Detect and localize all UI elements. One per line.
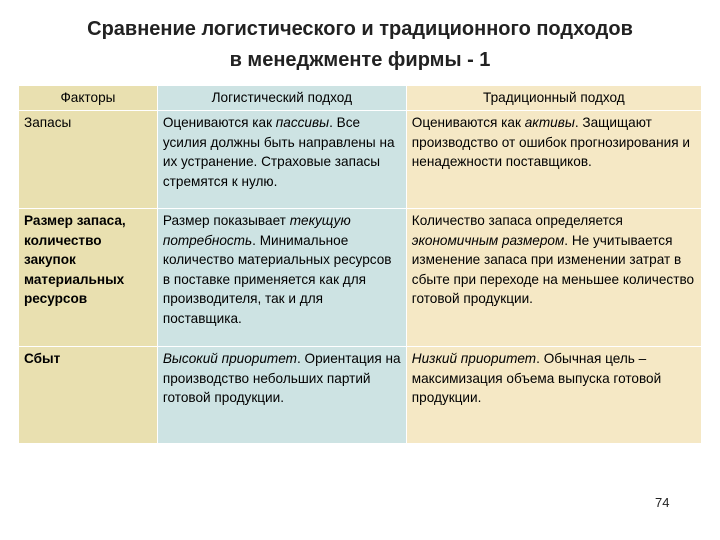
page-number: 74 [655, 495, 670, 510]
logistic-cell [157, 209, 406, 347]
traditional-cell [406, 209, 701, 347]
cell-text: . Не учитывается изменение запаса при изменении затрат в сбыте при переходе на меньшее количество готовой продукции. [411, 232, 695, 306]
header-factors: Факторы [19, 86, 158, 111]
cell-emphasis: текущую потребность [162, 213, 351, 248]
cell-text: . Все усилия должны быть направлены на их устранение. Страховые запасы стремятся к нулю. [162, 115, 395, 189]
logistic-cell [157, 111, 406, 209]
cell-text: Оцениваются как [411, 115, 525, 130]
slide-title [0, 14, 720, 76]
cell-emphasis: пассивы [275, 115, 330, 130]
cell-text: Размер показывает [162, 213, 290, 228]
cell-emphasis: экономичным размером [411, 232, 565, 248]
factor-cell: Сбыт [19, 347, 158, 444]
cell-emphasis: Низкий приоритет [411, 351, 537, 366]
cell-text: . Минимальное количество материальных ресурсов в поставке применяется как для производителя, так и для поставщика. [162, 232, 392, 326]
slide-title-line2: в менеджменте фирмы - 1 [229, 49, 491, 71]
comparison-table [18, 85, 702, 444]
header-traditional: Традиционный подход [406, 86, 701, 111]
table-row [19, 209, 702, 347]
cell-text: Оцениваются как [162, 115, 276, 130]
cell-text: . Ориентация на производство небольших партий готовой продукции. [162, 351, 401, 405]
cell-emphasis: Высокий приоритет [162, 351, 297, 366]
traditional-cell [406, 111, 701, 209]
factor-cell: Запасы [19, 111, 158, 209]
slide-title-line1: Сравнение логистического и традиционного подходов [87, 18, 633, 40]
cell-text: . Защищают производство от ошибок прогнозирования и ненадежности поставщиков. [411, 115, 690, 169]
table-row [19, 111, 702, 209]
cell-text: . Обычная цель – максимизация объема выпуска готовой продукции. [411, 351, 662, 405]
table-row [19, 347, 702, 444]
factor-cell: Размер запаса, количество закупок материальных ресурсов [19, 209, 158, 347]
traditional-cell [406, 347, 701, 444]
cell-emphasis: активы [524, 115, 575, 130]
table-header-row [19, 86, 702, 111]
logistic-cell [157, 347, 406, 444]
header-logistic: Логистический подход [157, 86, 406, 111]
cell-text: Количество запаса определяется [411, 213, 623, 228]
